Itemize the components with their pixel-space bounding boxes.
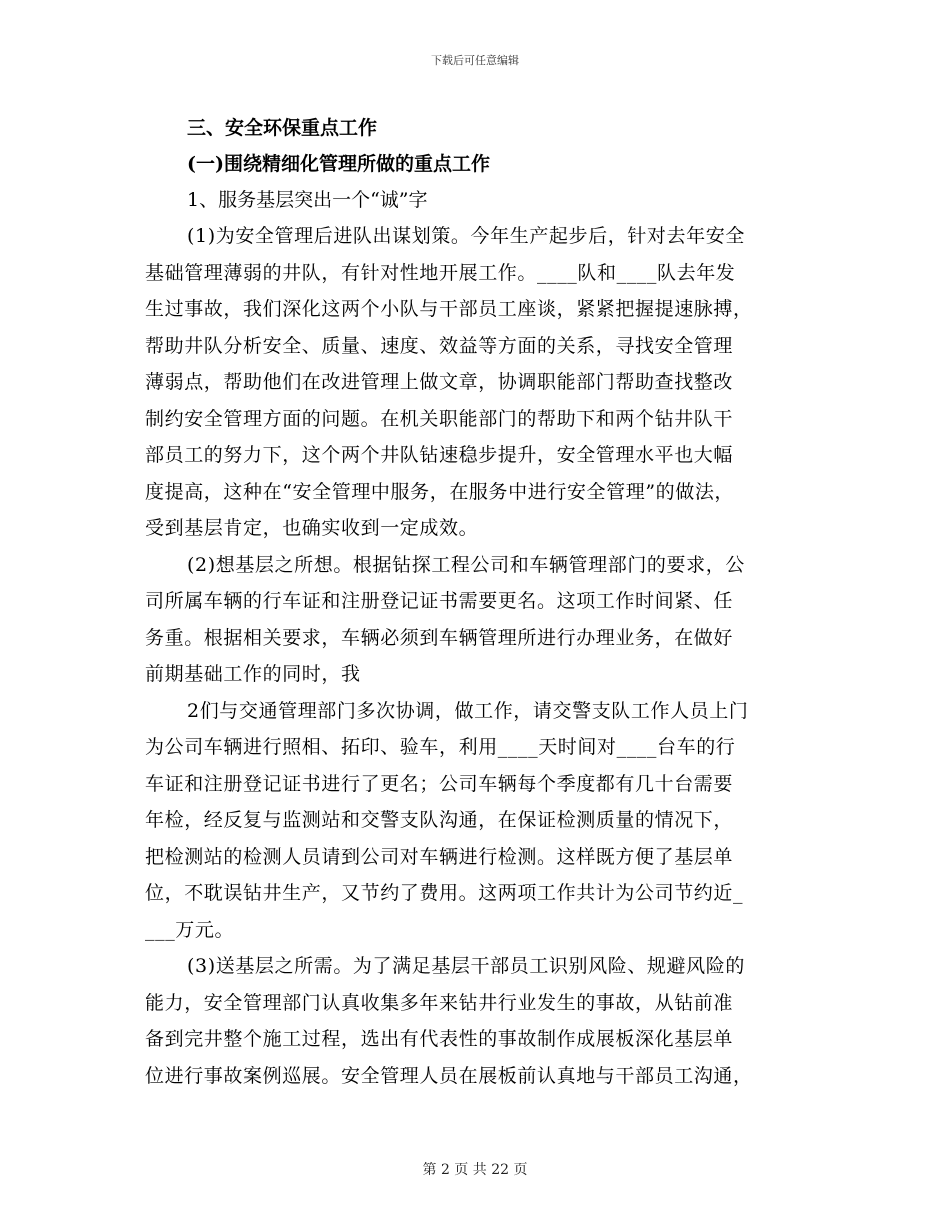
paragraph-line: 帮助井队分析安全、质量、速度、效益等方面的关系，寻找安全管理 (145, 334, 734, 357)
paragraph-line: 为公司车辆进行照相、拓印、验车，利用____天时间对____台车的行 (145, 736, 736, 758)
paragraph-line: 薄弱点，帮助他们在改进管理上做文章，协调职能部门帮助查找整改 (145, 371, 734, 393)
paragraph-line: 备到完井整个施工过程，选出有代表性的事故制作成展板深化基层单 (145, 1028, 734, 1050)
paragraph-line: 前期基础工作的同时，我 (145, 663, 361, 685)
paragraph-line: 位进行事故案例巡展。安全管理人员在展板前认真地与干部员工沟通， (145, 1064, 753, 1087)
paragraph-line: 部员工的努力下，这个两个井队钻速稳步提升，安全管理水平也大幅 (145, 444, 734, 466)
paragraph-line: 车证和注册登记证书进行了更名；公司车辆每个季度都有几十台需要 (145, 772, 734, 795)
paragraph-line: 把检测站的检测人员请到公司对车辆进行检测。这样既方便了基层单 (145, 845, 734, 868)
section-subtitle: (一)围绕精细化管理所做的重点工作 (187, 153, 490, 175)
paragraph-line: 能力，安全管理部门认真收集多年来钻井行业发生的事故，从钻前准 (145, 991, 734, 1014)
paragraph-line: (3)送基层之所需。为了满足基层干部员工识别风险、规避风险的 (187, 955, 745, 977)
page-header-note: 下载后可任意编辑 (431, 54, 519, 67)
paragraph-line: (1)为安全管理后进队出谋划策。今年生产起步后，针对去年安全 (187, 225, 745, 247)
paragraph-line: 制约安全管理方面的问题。在机关职能部门的帮助下和两个钻井队干 (145, 407, 734, 430)
paragraph-line: (2)想基层之所想。根据钻探工程公司和车辆管理部门的要求，公 (187, 553, 745, 576)
paragraph-line: 务重。根据相关要求，车辆必须到车辆管理所进行办理业务，在做好 (145, 626, 734, 649)
document-body (145, 110, 807, 1094)
paragraph-line: 2们与交通管理部门多次协调，做工作，请交警支队工作人员上门 (187, 699, 749, 722)
page-number: 第 2 页 共 22 页 (422, 1162, 528, 1178)
paragraph-line: 司所属车辆的行车证和注册登记证书需要更名。这项工作时间紧、任 (145, 590, 734, 612)
paragraph-line: ___万元。 (145, 918, 235, 941)
paragraph-line: 位，不耽误钻井生产，又节约了费用。这两项工作共计为公司节约近_ (145, 882, 744, 904)
item-title: 1、服务基层突出一个“诚”字 (187, 189, 428, 211)
section-title: 三、安全环保重点工作 (187, 117, 378, 139)
paragraph-line: 受到基层肯定，也确实收到一定成效。 (145, 517, 479, 539)
paragraph-line: 基础管理薄弱的井队，有针对性地开展工作。____队和____队去年发 (145, 261, 736, 284)
paragraph-line: 生过事故，我们深化这两个小队与干部员工座谈，紧紧把握提速脉搏， (145, 298, 753, 320)
paragraph-line: 度提高，这种在“安全管理中服务，在服务中进行安全管理”的做法， (145, 480, 735, 503)
paragraph-line: 年检，经反复与监测站和交警支队沟通，在保证检测质量的情况下， (145, 809, 734, 831)
